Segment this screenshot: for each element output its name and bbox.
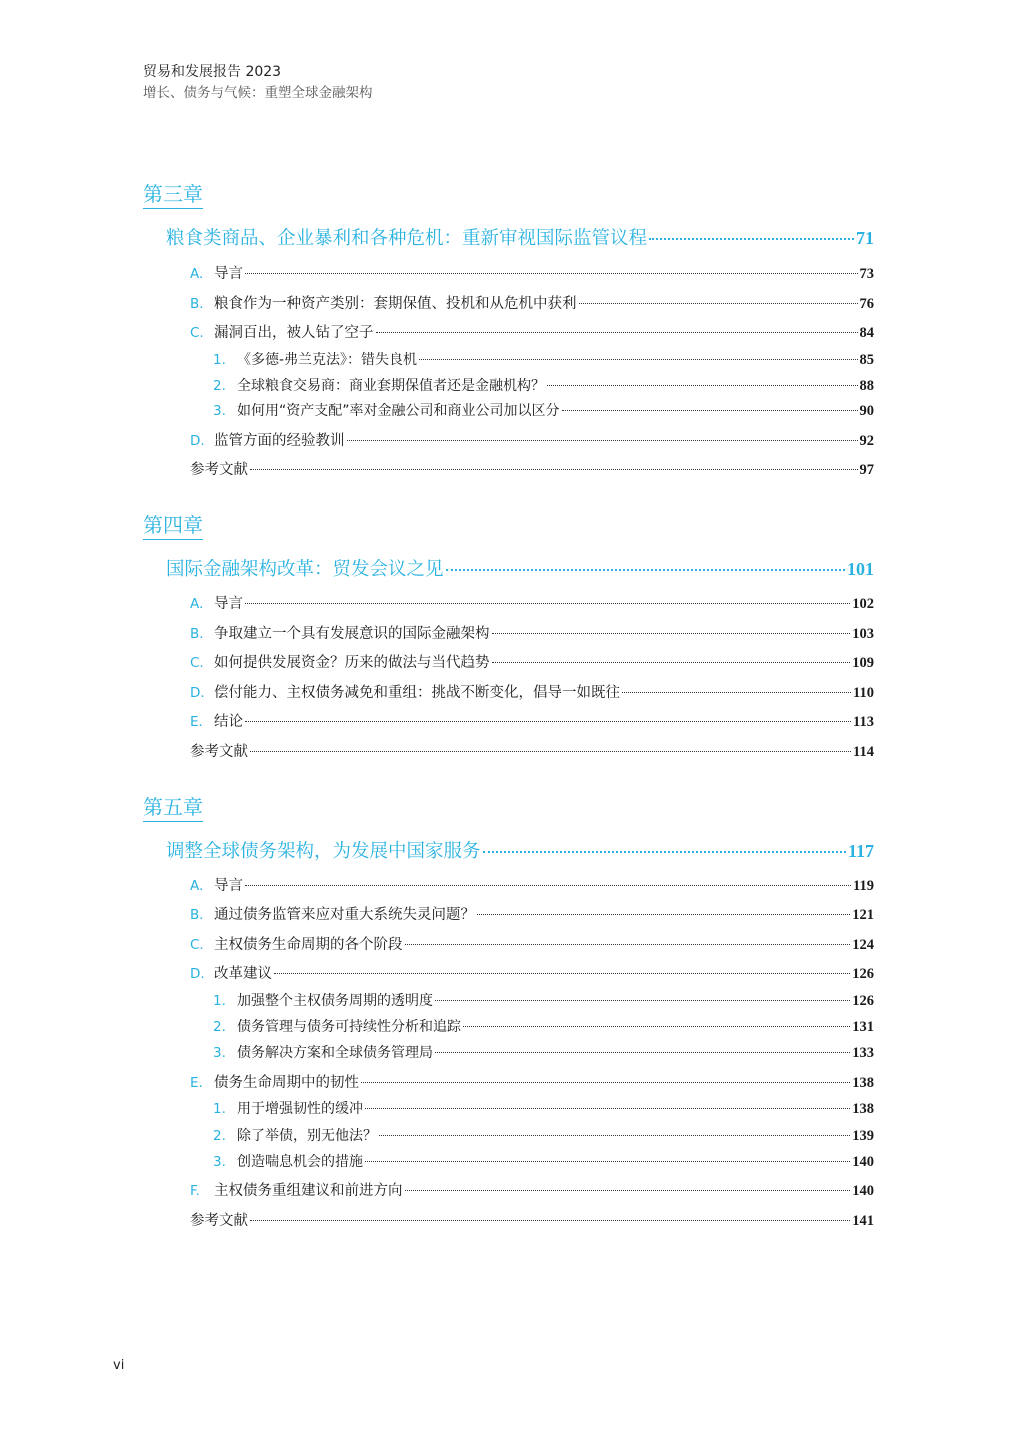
- chapter-title-row[interactable]: [166, 839, 874, 864]
- toc-entry[interactable]: [190, 323, 874, 343]
- toc-references[interactable]: [190, 1211, 874, 1231]
- entry-text: 参考文献: [190, 462, 248, 478]
- entry-page: 131: [852, 1019, 874, 1035]
- entry-text: 《多德-弗兰克法》：错失良机: [237, 352, 418, 368]
- report-title: 贸易和发展报告 2023: [143, 64, 282, 80]
- leader-dots: [492, 662, 851, 663]
- entry-text: 参考文献: [190, 1213, 248, 1229]
- leader-dots: [379, 1135, 850, 1136]
- entry-text: 债务解决方案和全球债务管理局: [237, 1045, 433, 1061]
- leader-dots: [274, 973, 850, 974]
- entry-marker: 3.: [213, 1045, 226, 1061]
- leader-dots: [250, 751, 851, 752]
- entry-marker: 1.: [213, 352, 226, 368]
- entry-text: 漏洞百出，被人钻了空子: [214, 325, 374, 341]
- entry-marker: 2.: [213, 1128, 226, 1144]
- leader-dots: [361, 1082, 850, 1083]
- entry-page: 140: [852, 1154, 874, 1170]
- chapter-title: 调整全球债务架构，为发展中国家服务: [166, 841, 481, 862]
- entry-page: 124: [852, 937, 874, 953]
- leader-dots: [245, 885, 851, 886]
- toc-subentry[interactable]: [213, 1099, 874, 1119]
- entry-page: 114: [853, 744, 874, 760]
- entry-text: 如何提供发展资金？历来的做法与当代趋势: [214, 655, 490, 671]
- entry-text: 偿付能力、主权债务减免和重组：挑战不断变化，倡导一如既往: [214, 685, 620, 701]
- toc-subentry[interactable]: [213, 991, 874, 1011]
- leader-dots: [245, 603, 850, 604]
- leader-dots: [492, 633, 851, 634]
- leader-dots: [446, 569, 845, 571]
- toc-entry[interactable]: [190, 594, 874, 614]
- toc-entry[interactable]: [190, 905, 874, 925]
- entry-text: 监管方面的经验教训: [214, 433, 345, 449]
- entry-text: 参考文献: [190, 744, 248, 760]
- entry-text: 通过债务监管来应对重大系统失灵问题？: [214, 907, 475, 923]
- toc-entry[interactable]: [190, 294, 874, 314]
- entry-text: 粮食作为一种资产类别：套期保值、投机和从危机中获利: [214, 296, 577, 312]
- entry-marker: 1.: [213, 1101, 226, 1117]
- entry-text: 争取建立一个具有发展意识的国际金融架构: [214, 626, 490, 642]
- entry-page: 110: [853, 685, 874, 701]
- entry-marker: F.: [190, 1183, 200, 1199]
- entry-text: 改革建议: [214, 966, 272, 982]
- leader-dots: [405, 944, 851, 945]
- toc-subentry[interactable]: [213, 1126, 874, 1146]
- entry-marker: 3.: [213, 1154, 226, 1170]
- leader-dots: [579, 303, 858, 304]
- toc-entry[interactable]: [190, 683, 874, 703]
- leader-dots: [365, 1108, 850, 1109]
- toc-subentry[interactable]: [213, 1017, 874, 1037]
- entry-page: 85: [859, 352, 874, 368]
- entry-page: 138: [852, 1101, 874, 1117]
- leader-dots: [250, 1220, 850, 1221]
- entry-text: 导言: [214, 266, 243, 282]
- chapter-label[interactable]: 第三章: [143, 182, 203, 209]
- toc-subentry[interactable]: [213, 350, 874, 370]
- entry-marker: D.: [190, 966, 205, 982]
- leader-dots: [477, 914, 850, 915]
- leader-dots: [649, 238, 854, 240]
- entry-page: 126: [852, 993, 874, 1009]
- entry-marker: 2.: [213, 378, 226, 394]
- entry-page: 102: [852, 596, 874, 612]
- entry-marker: C.: [190, 325, 204, 341]
- leader-dots: [376, 332, 858, 333]
- chapter-title: 国际金融架构改革：贸发会议之见: [166, 559, 444, 580]
- entry-marker: A.: [190, 596, 204, 612]
- entry-marker: B.: [190, 296, 204, 312]
- chapter-label[interactable]: 第四章: [143, 513, 203, 540]
- leader-dots: [547, 385, 858, 386]
- toc-subentry[interactable]: [213, 1043, 874, 1063]
- entry-marker: B.: [190, 626, 204, 642]
- chapter-title-row[interactable]: [166, 226, 874, 251]
- entry-page: 109: [852, 655, 874, 671]
- entry-marker: E.: [190, 1075, 203, 1091]
- leader-dots: [347, 440, 858, 441]
- toc-references[interactable]: [190, 742, 874, 762]
- entry-text: 加强整个主权债务周期的透明度: [237, 993, 433, 1009]
- chapter-page: 101: [847, 559, 874, 579]
- leader-dots: [419, 359, 857, 360]
- leader-dots: [622, 692, 851, 693]
- toc-references[interactable]: [190, 460, 874, 480]
- entry-marker: C.: [190, 655, 204, 671]
- entry-page: 141: [852, 1213, 874, 1229]
- entry-page: 139: [852, 1128, 874, 1144]
- toc-entry[interactable]: [190, 624, 874, 644]
- leader-dots: [562, 410, 858, 411]
- running-head: [143, 62, 373, 103]
- entry-marker: 2.: [213, 1019, 226, 1035]
- entry-page: 97: [859, 462, 874, 478]
- page-number: vi: [113, 1358, 125, 1373]
- entry-page: 133: [852, 1045, 874, 1061]
- entry-page: 92: [859, 433, 874, 449]
- entry-page: 90: [859, 403, 874, 419]
- entry-page: 119: [853, 878, 874, 894]
- entry-page: 84: [859, 325, 874, 341]
- entry-text: 创造喘息机会的措施: [237, 1154, 363, 1170]
- toc-entry[interactable]: [190, 1181, 874, 1201]
- entry-text: 主权债务重组建议和前进方向: [214, 1183, 403, 1199]
- entry-page: 113: [853, 714, 874, 730]
- entry-marker: D.: [190, 433, 205, 449]
- entry-text: 结论: [214, 714, 243, 730]
- toc-subentry[interactable]: [213, 376, 874, 396]
- entry-page: 126: [852, 966, 874, 982]
- entry-text: 债务生命周期中的韧性: [214, 1075, 359, 1091]
- chapter-label[interactable]: 第五章: [143, 795, 203, 822]
- chapter-page: 117: [847, 841, 874, 861]
- entry-text: 主权债务生命周期的各个阶段: [214, 937, 403, 953]
- entry-marker: E.: [190, 714, 203, 730]
- report-subtitle: 增长、债务与气候：重塑全球金融架构: [143, 85, 373, 101]
- entry-text: 除了举债，别无他法？: [237, 1128, 377, 1144]
- chapter-title-row[interactable]: [166, 557, 874, 582]
- chapter-5: [143, 795, 874, 1235]
- entry-marker: C.: [190, 937, 204, 953]
- entry-page: 140: [852, 1183, 874, 1199]
- toc-entry[interactable]: [190, 712, 874, 732]
- leader-dots: [435, 1000, 850, 1001]
- chapter-page: 71: [856, 228, 874, 248]
- toc-entry[interactable]: [190, 876, 874, 896]
- leader-dots: [463, 1026, 850, 1027]
- toc-entry[interactable]: [190, 1073, 874, 1093]
- entry-text: 用于增强韧性的缓冲: [237, 1101, 363, 1117]
- entry-page: 88: [859, 378, 874, 394]
- leader-dots: [365, 1161, 850, 1162]
- toc-entry[interactable]: [190, 264, 874, 284]
- chapter-title: 粮食类商品、企业暴利和各种危机：重新审视国际监管议程: [166, 228, 648, 249]
- entry-text: 导言: [214, 878, 243, 894]
- entry-marker: D.: [190, 685, 205, 701]
- toc-entry[interactable]: [190, 431, 874, 451]
- entry-text: 债务管理与债务可持续性分析和追踪: [237, 1019, 461, 1035]
- entry-text: 如何用“资产支配”率对金融公司和商业公司加以区分: [237, 403, 560, 419]
- entry-page: 76: [859, 296, 874, 312]
- toc-entry[interactable]: [190, 964, 874, 984]
- entry-marker: A.: [190, 878, 204, 894]
- toc-entry[interactable]: [190, 935, 874, 955]
- leader-dots: [245, 721, 851, 722]
- entry-marker: 1.: [213, 993, 226, 1009]
- leader-dots: [245, 273, 858, 274]
- toc-subentry[interactable]: [213, 401, 874, 421]
- chapter-3: [143, 182, 874, 482]
- entry-page: 138: [852, 1075, 874, 1091]
- entry-page: 73: [859, 266, 874, 282]
- toc-entry[interactable]: [190, 653, 874, 673]
- entry-marker: B.: [190, 907, 204, 923]
- entry-text: 全球粮食交易商：商业套期保值者还是金融机构？: [237, 378, 545, 394]
- toc-subentry[interactable]: [213, 1152, 874, 1172]
- leader-dots: [435, 1052, 850, 1053]
- leader-dots: [483, 851, 846, 853]
- entry-page: 121: [852, 907, 874, 923]
- entry-marker: 3.: [213, 403, 226, 419]
- entry-marker: A.: [190, 266, 204, 282]
- chapter-4: [143, 513, 874, 773]
- entry-text: 导言: [214, 596, 243, 612]
- entry-page: 103: [852, 626, 874, 642]
- leader-dots: [405, 1190, 851, 1191]
- leader-dots: [250, 469, 858, 470]
